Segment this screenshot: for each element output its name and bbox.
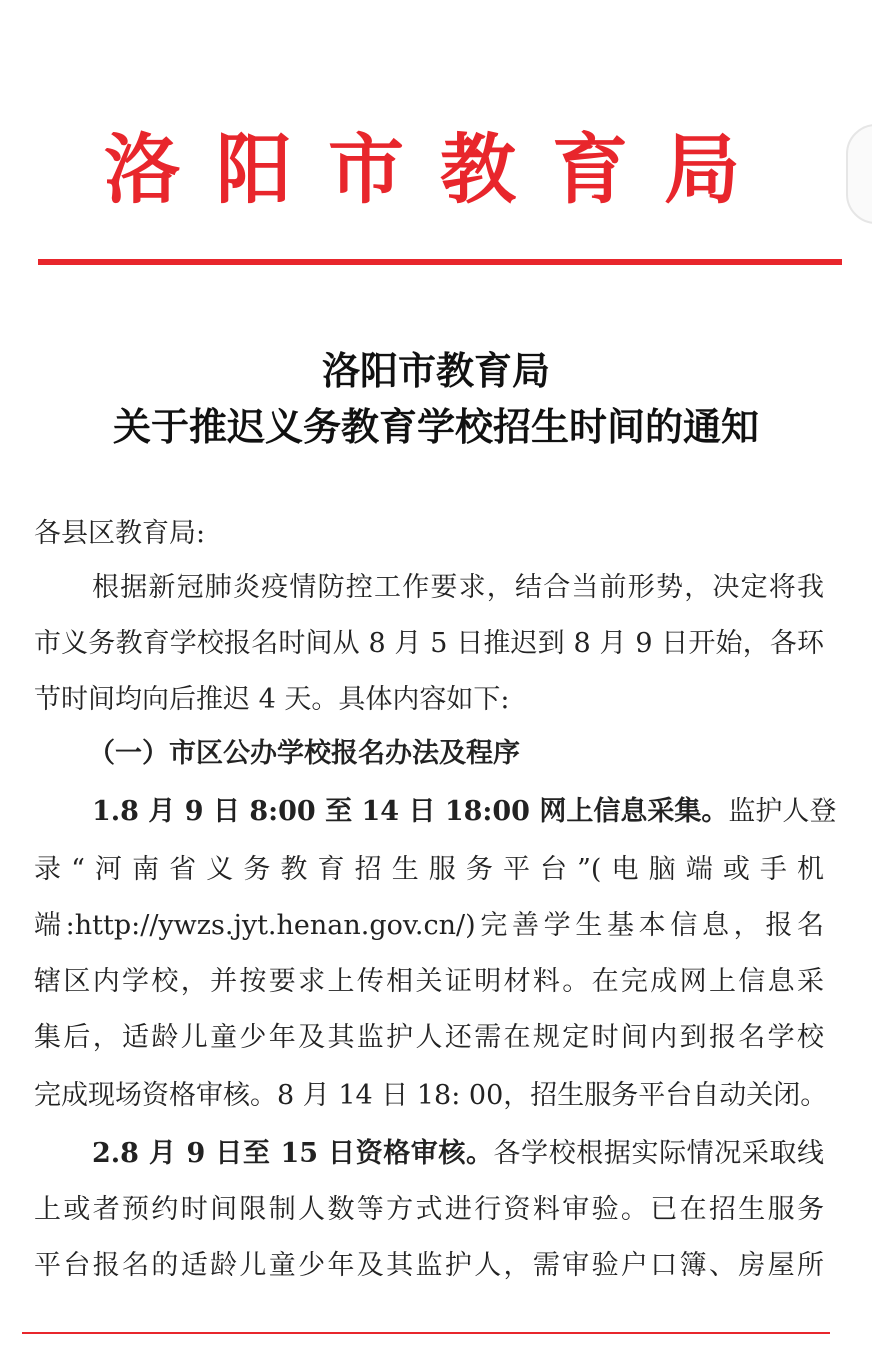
para1-line3: 节时间均向后推迟 4 天。具体内容如下: (34, 684, 510, 715)
salutation: 各县区教育局: (34, 518, 206, 549)
item1-lead: 1.8 月 9 日 8:00 至 14 日 18:00 网上信息采集。 (92, 796, 729, 827)
masthead-title: 洛阳市教育局 (104, 125, 776, 214)
scroll-handle[interactable] (846, 124, 872, 224)
item1-line1 (92, 792, 837, 832)
para1-line2: 市义务教育学校报名时间从 8 月 5 日推迟到 8 月 9 日开始，各环 (34, 628, 824, 659)
section1-heading: （一）市区公办学校报名办法及程序 (88, 738, 520, 769)
item2-line2: 上或者预约时间限制人数等方式进行资料审验。已在招生服务 (34, 1194, 824, 1225)
item2-line3: 平台报名的适龄儿童少年及其监护人，需审验户口簿、房屋所 (34, 1250, 824, 1281)
item1-line4: 辖区内学校，并按要求上传相关证明材料。在完成网上信息采 (34, 966, 824, 997)
para1-line1: 根据新冠肺炎疫情防控工作要求，结合当前形势，决定将我 (92, 572, 824, 603)
notice-title-line1: 洛阳市教育局 (321, 348, 550, 393)
item1-line5: 集后，适龄儿童少年及其监护人还需在规定时间内到报名学校 (34, 1022, 824, 1053)
item2-line1-rest: 各学校根据实际情况采取线 (493, 1138, 824, 1169)
item1-line3: 端:http://ywzs.jyt.henan.gov.cn/)完善学生基本信息，报名 (34, 910, 824, 941)
masthead-red-rule (38, 259, 842, 265)
item1-line6: 完成现场资格审核。8 月 14 日 18: 00，招生服务平台自动关闭。 (34, 1080, 828, 1111)
item1-line2: 录“河南省义务教育招生服务平台”(电脑端或手机 (34, 854, 824, 885)
item2-line1 (92, 1134, 824, 1174)
item1-line1-rest: 监护人登 (728, 796, 837, 827)
notice-title-line2: 关于推迟义务教育学校招生时间的通知 (112, 404, 759, 449)
item2-lead: 2.8 月 9 日至 15 日资格审核。 (92, 1138, 494, 1169)
bottom-red-rule (22, 1332, 830, 1334)
